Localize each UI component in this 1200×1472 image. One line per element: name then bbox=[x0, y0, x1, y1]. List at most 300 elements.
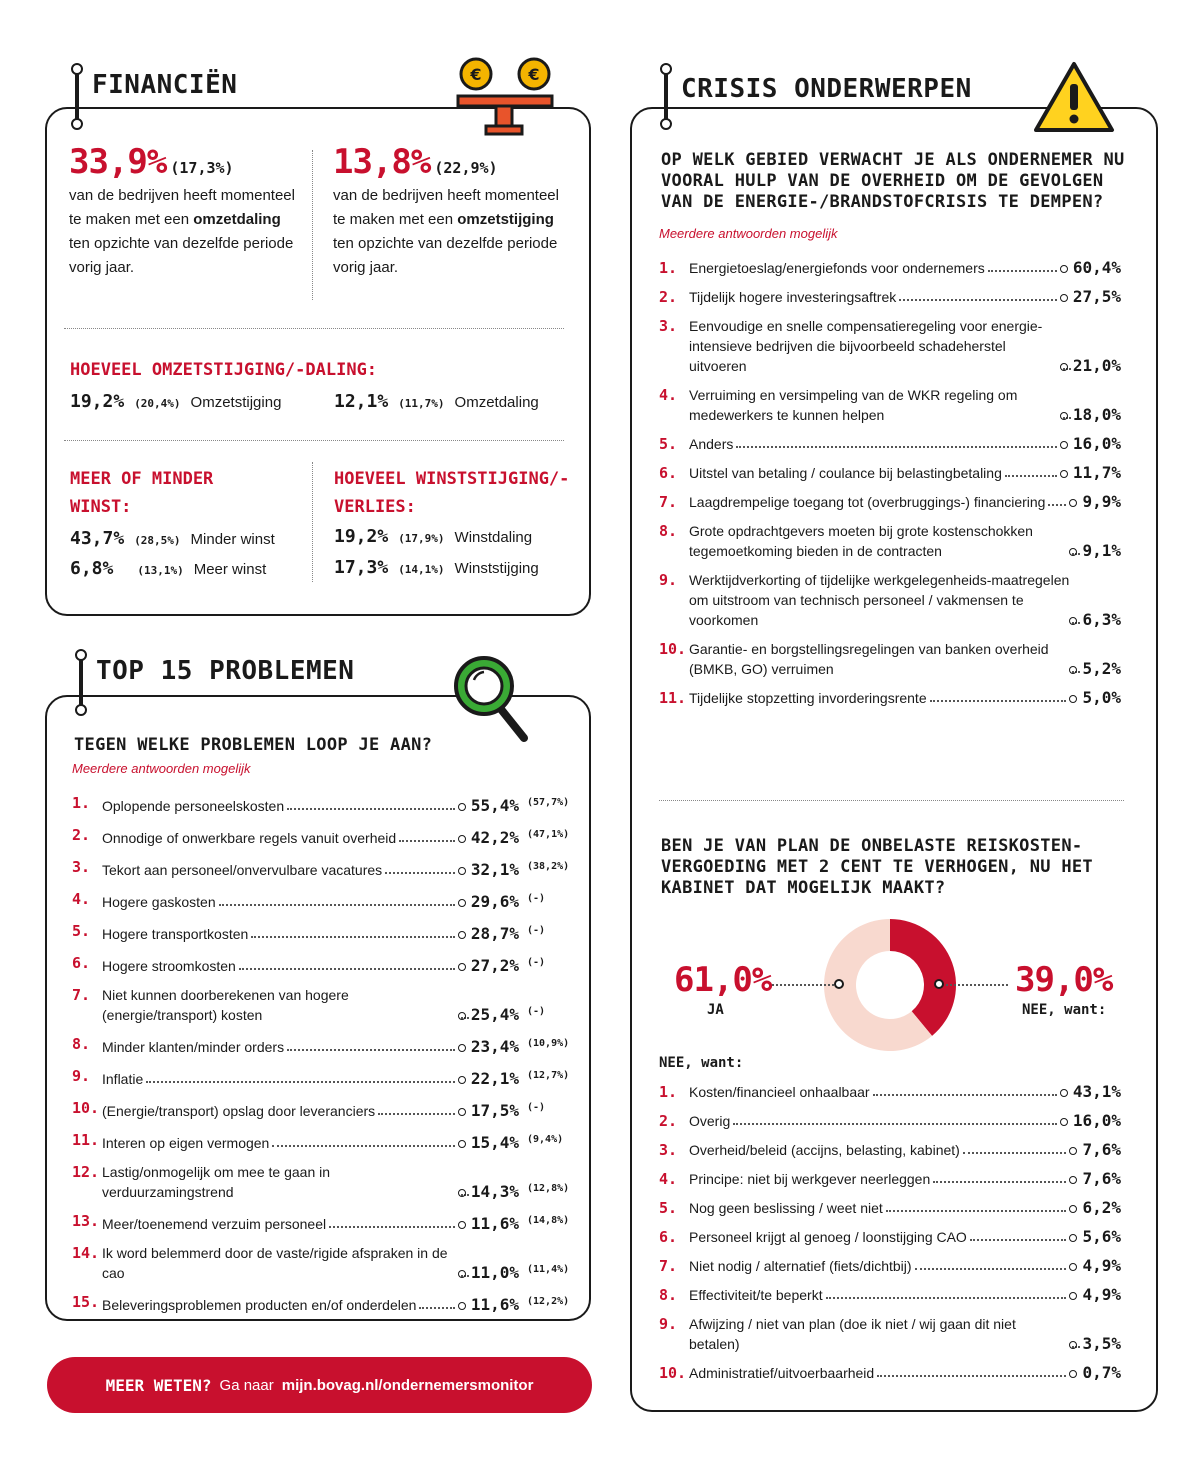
problemen-note: Meerdere antwoorden mogelijk bbox=[72, 761, 251, 776]
winst-title: MEER OF MINDER WINST: bbox=[70, 469, 214, 517]
bullet-circle-icon bbox=[1069, 1147, 1077, 1155]
svg-text:€: € bbox=[528, 65, 540, 84]
item-text: Niet kunnen doorberekenen van hogere (energie/transport) kosten bbox=[102, 987, 349, 1023]
omzetstijging-pct: 13,8% bbox=[333, 142, 431, 182]
omzetdaling-pct: 33,9% bbox=[69, 142, 167, 182]
divider bbox=[64, 328, 564, 329]
nee-heading: NEE, want: bbox=[659, 1055, 744, 1071]
pin-dot bbox=[71, 118, 83, 130]
dot-leader bbox=[933, 1181, 1066, 1183]
problem-row bbox=[72, 953, 577, 976]
cta-link[interactable]: mijn.bovag.nl/ondernemersmonitor bbox=[281, 1376, 534, 1394]
dot-leader bbox=[419, 1307, 454, 1309]
item-text: Personeel krijgt al genoeg / loonstijging CAO bbox=[689, 1229, 967, 1245]
nee-reason-row bbox=[659, 1363, 1121, 1383]
bullet-circle-icon bbox=[1069, 1292, 1077, 1300]
problem-row bbox=[72, 1211, 577, 1234]
problem-row bbox=[72, 825, 577, 848]
item-prev: (-) bbox=[527, 957, 546, 968]
item-value: 27,5% bbox=[1072, 287, 1121, 306]
item-text: Minder klanten/minder orders bbox=[102, 1039, 285, 1055]
item-text: Onnodige of onwerkbare regels vanuit overheid bbox=[102, 830, 397, 846]
item-number: 7. bbox=[659, 1257, 678, 1275]
item-prev: (12,7%) bbox=[527, 1070, 570, 1081]
item-number: 3. bbox=[659, 1141, 678, 1159]
bullet-circle-icon bbox=[458, 1302, 466, 1310]
problemen-question: TEGEN WELKE PROBLEMEN LOOP JE AAN? bbox=[74, 735, 433, 755]
dot-leader bbox=[329, 1226, 455, 1228]
item-value: 11,6% bbox=[470, 1295, 519, 1314]
item-text: Hogere gaskosten bbox=[102, 894, 216, 910]
financien-title: FINANCIËN bbox=[84, 70, 245, 100]
item-number: 2. bbox=[72, 826, 91, 844]
item-number: 5. bbox=[72, 922, 91, 940]
item-prev: (-) bbox=[527, 1102, 546, 1113]
nee-reason-row bbox=[659, 1111, 1121, 1131]
omzetdaling-stat bbox=[69, 142, 299, 280]
dot-leader bbox=[378, 1113, 455, 1115]
omzetdaling-prev: (17,3%) bbox=[170, 159, 234, 177]
problemen-list bbox=[72, 793, 577, 1324]
dot-leader bbox=[963, 1152, 1067, 1154]
stat-prev: (28,5%) bbox=[134, 534, 181, 547]
item-value: 6,2% bbox=[1082, 1198, 1121, 1217]
omzetstijging-desc-pre: van de bedrijven heeft momenteel te maken met een bbox=[333, 187, 559, 228]
item-value: 18,0% bbox=[1072, 405, 1121, 424]
crisis-note: Meerdere antwoorden mogelijk bbox=[659, 226, 838, 241]
item-number: 9. bbox=[72, 1067, 91, 1085]
problem-row bbox=[72, 793, 577, 816]
pin-line bbox=[664, 68, 668, 124]
item-value: 7,6% bbox=[1082, 1169, 1121, 1188]
pin-line bbox=[75, 68, 79, 124]
nee-reason-row bbox=[659, 1082, 1121, 1102]
dot-leader bbox=[272, 1145, 454, 1147]
item-prev: (10,9%) bbox=[527, 1038, 570, 1049]
item-text: Tijdelijk hogere investeringsaftrek bbox=[689, 289, 897, 305]
bullet-circle-icon bbox=[1060, 363, 1068, 371]
nee-reason-row bbox=[659, 1285, 1121, 1305]
bullet-circle-icon bbox=[1069, 1234, 1077, 1242]
dot-leader bbox=[1005, 475, 1057, 477]
omzetdaling-desc-pre: van de bedrijven heeft momenteel te maken met een bbox=[69, 187, 295, 228]
svg-text:€: € bbox=[470, 65, 482, 84]
bullet-circle-icon bbox=[1069, 1176, 1077, 1184]
problemen-title: TOP 15 PROBLEMEN bbox=[88, 656, 362, 686]
item-text: Overheid/beleid (accijns, belasting, kabinet) bbox=[689, 1142, 960, 1158]
problem-row bbox=[72, 1292, 577, 1315]
item-prev: (47,1%) bbox=[527, 829, 570, 840]
item-value: 29,6% bbox=[470, 892, 519, 911]
dot-leader bbox=[930, 700, 1067, 702]
item-prev: (12,2%) bbox=[527, 1296, 570, 1307]
item-text: (Energie/transport) opslag door leveranciers bbox=[102, 1103, 376, 1119]
warning-icon bbox=[1032, 60, 1116, 134]
omzet-row-stijging bbox=[70, 391, 281, 412]
dot-leader bbox=[287, 1049, 455, 1051]
item-prev: (11,4%) bbox=[527, 1264, 570, 1275]
item-number: 8. bbox=[72, 1035, 91, 1053]
item-number: 9. bbox=[659, 571, 678, 589]
crisis-row bbox=[659, 570, 1121, 630]
item-text: Niet nodig / alternatief (fiets/dichtbij) bbox=[689, 1258, 912, 1274]
item-value: 28,7% bbox=[470, 924, 519, 943]
stat-prev: (20,4%) bbox=[134, 397, 181, 410]
bullet-circle-icon bbox=[1069, 1370, 1077, 1378]
item-value: 5,2% bbox=[1082, 659, 1121, 678]
dot-leader bbox=[239, 968, 455, 970]
item-prev: (38,2%) bbox=[527, 861, 570, 872]
stat-label: Minder winst bbox=[190, 531, 275, 548]
nee-marker bbox=[934, 979, 944, 989]
bullet-circle-icon bbox=[1060, 1089, 1068, 1097]
ja-marker bbox=[834, 979, 844, 989]
pin-dot bbox=[75, 649, 87, 661]
item-number: 2. bbox=[659, 288, 678, 306]
item-number: 10. bbox=[72, 1099, 100, 1117]
item-value: 11,7% bbox=[1072, 463, 1121, 482]
verlies-title: HOEVEEL WINSTSTIJGING/-VERLIES: bbox=[334, 469, 570, 517]
item-number: 6. bbox=[659, 464, 678, 482]
dot-leader bbox=[399, 840, 455, 842]
item-text: Energietoeslag/energiefonds voor ondernemers bbox=[689, 260, 985, 276]
problem-row bbox=[72, 985, 577, 1025]
bullet-circle-icon bbox=[1060, 441, 1068, 449]
bullet-circle-icon bbox=[1060, 412, 1068, 420]
item-number: 10. bbox=[659, 1364, 687, 1382]
omzetdaling-desc-bold: omzetdaling bbox=[193, 211, 281, 228]
item-text: Verruiming en versimpeling van de WKR regeling om medewerkers te kunnen helpen bbox=[689, 387, 1018, 423]
item-text: Afwijzing / niet van plan (doe ik niet / wij gaan dit niet betalen) bbox=[689, 1316, 1016, 1352]
item-text: Garantie- en borgstellingsregelingen van banken overheid (BMKB, GO) verruimen bbox=[689, 641, 1049, 677]
item-text: Effectiviteit/te beperkt bbox=[689, 1287, 823, 1303]
bullet-circle-icon bbox=[1060, 1118, 1068, 1126]
bullet-circle-icon bbox=[458, 1044, 466, 1052]
ja-leader bbox=[772, 984, 834, 986]
dot-leader bbox=[733, 1123, 1057, 1125]
item-number: 12. bbox=[72, 1163, 100, 1181]
item-number: 11. bbox=[659, 689, 687, 707]
item-value: 9,9% bbox=[1082, 492, 1121, 511]
meer-weten-banner[interactable] bbox=[47, 1357, 592, 1413]
dot-leader bbox=[219, 904, 455, 906]
item-number: 8. bbox=[659, 1286, 678, 1304]
crisis-row bbox=[659, 639, 1121, 679]
item-text: Werktijdverkorting of tijdelijke werkgelegenheids-maatregelen om uitstroom van technisch personeel / vakmensen te voorkomen bbox=[689, 572, 1070, 628]
item-number: 3. bbox=[72, 858, 91, 876]
nee-list bbox=[659, 1082, 1121, 1392]
problem-row bbox=[72, 857, 577, 880]
omzetstijging-desc-bold: omzetstijging bbox=[457, 211, 554, 228]
bullet-circle-icon bbox=[458, 931, 466, 939]
pin-dot bbox=[660, 63, 672, 75]
dot-leader bbox=[877, 1375, 1066, 1377]
crisis-row bbox=[659, 521, 1121, 561]
crisis-row bbox=[659, 385, 1121, 425]
item-number: 4. bbox=[72, 890, 91, 908]
item-text: Nog geen beslissing / weet niet bbox=[689, 1200, 883, 1216]
stat-value: 19,2% bbox=[334, 526, 389, 547]
bullet-circle-icon bbox=[458, 803, 466, 811]
dot-leader bbox=[146, 1081, 455, 1083]
item-number: 14. bbox=[72, 1244, 100, 1262]
item-text: Grote opdrachtgevers moeten bij grote kostenschokken tegemoetkoming bieden in de contracten bbox=[689, 523, 1033, 559]
item-text: Meer/toenemend verzuim personeel bbox=[102, 1216, 327, 1232]
item-value: 11,6% bbox=[470, 1214, 519, 1233]
item-number: 6. bbox=[72, 954, 91, 972]
dot-leader bbox=[826, 1297, 1067, 1299]
magnifier-icon bbox=[452, 652, 532, 744]
item-value: 5,0% bbox=[1082, 688, 1121, 707]
item-value: 43,1% bbox=[1072, 1082, 1121, 1101]
dot-leader bbox=[287, 808, 455, 810]
item-text: Hogere stroomkosten bbox=[102, 958, 236, 974]
stat-prev: (11,7%) bbox=[398, 397, 445, 410]
item-number: 1. bbox=[659, 1083, 678, 1101]
item-text: Principe: niet bij werkgever neerleggen bbox=[689, 1171, 931, 1187]
omzet-row-daling bbox=[334, 391, 539, 412]
item-value: 16,0% bbox=[1072, 1111, 1121, 1130]
crisis-row bbox=[659, 688, 1121, 708]
bullet-circle-icon bbox=[458, 867, 466, 875]
item-value: 21,0% bbox=[1072, 356, 1121, 375]
cta-bold: MEER WETEN? bbox=[105, 1375, 212, 1395]
verlies-row-daling bbox=[334, 526, 532, 547]
dot-leader bbox=[251, 936, 455, 938]
item-text: Hogere transportkosten bbox=[102, 926, 249, 942]
bullet-circle-icon bbox=[1060, 470, 1068, 478]
item-number: 7. bbox=[72, 986, 91, 1004]
item-prev: (12,8%) bbox=[527, 1183, 570, 1194]
item-text: Laagdrempelige toegang tot (overbruggings-) financiering bbox=[689, 494, 1046, 510]
stat-value: 6,8% bbox=[70, 558, 114, 579]
item-number: 8. bbox=[659, 522, 678, 540]
item-number: 10. bbox=[659, 640, 687, 658]
crisis-row bbox=[659, 492, 1121, 512]
problem-row bbox=[72, 1130, 577, 1153]
nee-leader bbox=[946, 984, 1008, 986]
dot-leader bbox=[1048, 504, 1066, 506]
nee-reason-row bbox=[659, 1227, 1121, 1247]
pin-line bbox=[79, 654, 83, 710]
scale-coins-icon bbox=[452, 56, 562, 140]
stat-label: Winstdaling bbox=[454, 529, 533, 546]
bullet-circle-icon bbox=[458, 1108, 466, 1116]
item-value: 23,4% bbox=[470, 1037, 519, 1056]
stat-prev: (17,9%) bbox=[398, 532, 445, 545]
item-value: 32,1% bbox=[470, 860, 519, 879]
item-prev: (9,4%) bbox=[527, 1134, 564, 1145]
item-value: 5,6% bbox=[1082, 1227, 1121, 1246]
nee-reason-row bbox=[659, 1169, 1121, 1189]
omzetstijging-desc-post: ten opzichte van dezelfde periode vorig jaar. bbox=[333, 235, 558, 276]
stat-label: Winststijging bbox=[454, 560, 539, 577]
item-text: Administratief/uitvoerbaarheid bbox=[689, 1365, 875, 1381]
divider bbox=[659, 800, 1124, 801]
bullet-circle-icon bbox=[458, 1221, 466, 1229]
item-value: 27,2% bbox=[470, 956, 519, 975]
bullet-circle-icon bbox=[1060, 265, 1068, 273]
item-number: 3. bbox=[659, 317, 678, 335]
problem-row bbox=[72, 1098, 577, 1121]
winst-row-meer bbox=[70, 558, 266, 579]
item-prev: (57,7%) bbox=[527, 797, 570, 808]
item-text: Beleveringsproblemen producten en/of onderdelen bbox=[102, 1297, 417, 1313]
ja-value: 61,0% bbox=[674, 960, 772, 1000]
crisis-row bbox=[659, 434, 1121, 454]
crisis-list bbox=[659, 258, 1121, 717]
divider bbox=[64, 440, 564, 441]
item-text: Oplopende personeelskosten bbox=[102, 798, 285, 814]
item-prev: (14,8%) bbox=[527, 1215, 570, 1226]
bullet-circle-icon bbox=[1069, 1205, 1077, 1213]
crisis-row bbox=[659, 463, 1121, 483]
pin-dot bbox=[75, 704, 87, 716]
problem-row bbox=[72, 1243, 577, 1283]
bullet-circle-icon bbox=[1069, 1263, 1077, 1271]
item-text: Ik word belemmerd door de vaste/rigide afspraken in de cao bbox=[102, 1245, 448, 1281]
item-text: Kosten/financieel onhaalbaar bbox=[689, 1084, 870, 1100]
omzetstijging-stat bbox=[333, 142, 563, 280]
dot-leader bbox=[970, 1239, 1067, 1241]
dot-leader bbox=[886, 1210, 1067, 1212]
bullet-circle-icon bbox=[458, 899, 466, 907]
item-value: 4,9% bbox=[1082, 1285, 1121, 1304]
pin-dot bbox=[660, 118, 672, 130]
item-text: Eenvoudige en snelle compensatieregeling voor energie-intensieve bedrijven die bijvoorbeeld schadeherstel uitvoeren bbox=[689, 318, 1043, 374]
bullet-circle-icon bbox=[458, 1012, 466, 1020]
dot-leader bbox=[915, 1268, 1067, 1270]
item-number: 9. bbox=[659, 1315, 678, 1333]
nee-label: NEE, want: bbox=[1022, 1002, 1107, 1018]
problem-row bbox=[72, 1066, 577, 1089]
stat-prev: (13,1%) bbox=[137, 564, 184, 577]
crisis-row bbox=[659, 258, 1121, 278]
item-text: Tekort aan personeel/onvervulbare vacatures bbox=[102, 862, 383, 878]
pin-dot bbox=[71, 63, 83, 75]
item-text: Tijdelijke stopzetting invorderingsrente bbox=[689, 690, 927, 706]
item-number: 1. bbox=[72, 794, 91, 812]
stat-label: Meer winst bbox=[193, 561, 267, 578]
item-text: Lastig/onmogelijk om mee te gaan in verduurzamingstrend bbox=[102, 1164, 331, 1200]
winst-row-minder bbox=[70, 528, 275, 549]
dot-leader bbox=[988, 270, 1057, 272]
dot-leader bbox=[736, 446, 1056, 448]
stat-label: Omzetdaling bbox=[454, 394, 539, 411]
nee-value: 39,0% bbox=[1015, 960, 1113, 1000]
item-text: Uitstel van betaling / coulance bij belastingbetaling bbox=[689, 465, 1002, 481]
crisis-question: OP WELK GEBIED VERWACHT JE ALS ONDERNEMER NU VOORAL HULP VAN DE OVERHEID OM DE GEVOLGEN VAN DE ENERGIE-/BRANDSTOFCRISIS TE DEMPEN? bbox=[661, 150, 1125, 212]
dot-leader bbox=[899, 299, 1057, 301]
bullet-circle-icon bbox=[458, 835, 466, 843]
verlies-row-stijging bbox=[334, 557, 539, 578]
item-number: 5. bbox=[659, 1199, 678, 1217]
item-text: Anders bbox=[689, 436, 734, 452]
problem-row bbox=[72, 1162, 577, 1202]
omzet-title: HOEVEEL OMZETSTIJGING/-DALING: bbox=[70, 360, 378, 380]
item-value: 6,3% bbox=[1082, 610, 1121, 629]
reiskosten-question: BEN JE VAN PLAN DE ONBELASTE REISKOSTEN-VERGOEDING MET 2 CENT TE VERHOGEN, NU HET KABINET DAT MOGELIJK MAAKT? bbox=[661, 836, 1093, 898]
item-number: 6. bbox=[659, 1228, 678, 1246]
item-value: 25,4% bbox=[470, 1005, 519, 1024]
item-value: 17,5% bbox=[470, 1101, 519, 1120]
dot-leader bbox=[385, 872, 455, 874]
item-value: 15,4% bbox=[470, 1133, 519, 1152]
item-value: 11,0% bbox=[470, 1263, 519, 1282]
item-prev: (-) bbox=[527, 1006, 546, 1017]
stat-prev: (14,1%) bbox=[398, 563, 445, 576]
item-number: 1. bbox=[659, 259, 678, 277]
stat-value: 43,7% bbox=[70, 528, 125, 549]
item-prev: (-) bbox=[527, 893, 546, 904]
stat-value: 19,2% bbox=[70, 391, 125, 412]
nee-reason-row bbox=[659, 1140, 1121, 1160]
item-number: 13. bbox=[72, 1212, 100, 1230]
bullet-circle-icon bbox=[458, 1189, 466, 1197]
divider-vertical bbox=[312, 150, 313, 300]
nee-reason-row bbox=[659, 1198, 1121, 1218]
crisis-row bbox=[659, 316, 1121, 376]
item-value: 55,4% bbox=[470, 796, 519, 815]
item-value: 22,1% bbox=[470, 1069, 519, 1088]
nee-reason-row bbox=[659, 1256, 1121, 1276]
item-value: 14,3% bbox=[470, 1182, 519, 1201]
item-prev: (-) bbox=[527, 925, 546, 936]
item-number: 15. bbox=[72, 1293, 100, 1311]
problem-row bbox=[72, 921, 577, 944]
bullet-circle-icon bbox=[458, 1076, 466, 1084]
dot-leader bbox=[873, 1094, 1057, 1096]
item-text: Overig bbox=[689, 1113, 731, 1129]
item-value: 3,5% bbox=[1082, 1334, 1121, 1353]
stat-value: 17,3% bbox=[334, 557, 389, 578]
nee-reason-row bbox=[659, 1314, 1121, 1354]
stat-value: 12,1% bbox=[334, 391, 389, 412]
bullet-circle-icon bbox=[458, 1270, 466, 1278]
stat-label: Omzetstijging bbox=[190, 394, 282, 411]
bullet-circle-icon bbox=[1069, 499, 1077, 507]
bullet-circle-icon bbox=[458, 1140, 466, 1148]
item-value: 42,2% bbox=[470, 828, 519, 847]
omzetdaling-desc-post: ten opzichte van dezelfde periode vorig jaar. bbox=[69, 235, 294, 276]
item-number: 2. bbox=[659, 1112, 678, 1130]
item-value: 0,7% bbox=[1082, 1363, 1121, 1382]
item-value: 4,9% bbox=[1082, 1256, 1121, 1275]
item-number: 11. bbox=[72, 1131, 100, 1149]
item-text: Inflatie bbox=[102, 1071, 144, 1087]
problem-row bbox=[72, 889, 577, 912]
item-number: 4. bbox=[659, 386, 678, 404]
item-number: 4. bbox=[659, 1170, 678, 1188]
crisis-row bbox=[659, 287, 1121, 307]
problem-row bbox=[72, 1034, 577, 1057]
item-text: Interen op eigen vermogen bbox=[102, 1135, 270, 1151]
omzetstijging-prev: (22,9%) bbox=[434, 159, 498, 177]
item-number: 7. bbox=[659, 493, 678, 511]
crisis-title: CRISIS ONDERWERPEN bbox=[673, 74, 980, 104]
divider-vertical bbox=[312, 462, 313, 582]
bullet-circle-icon bbox=[1060, 294, 1068, 302]
item-value: 9,1% bbox=[1082, 541, 1121, 560]
bullet-circle-icon bbox=[1069, 695, 1077, 703]
item-number: 5. bbox=[659, 435, 678, 453]
bullet-circle-icon bbox=[458, 963, 466, 971]
item-value: 60,4% bbox=[1072, 258, 1121, 277]
item-value: 16,0% bbox=[1072, 434, 1121, 453]
cta-text: Ga naar bbox=[219, 1376, 274, 1394]
ja-label: JA bbox=[707, 1002, 724, 1018]
item-value: 7,6% bbox=[1082, 1140, 1121, 1159]
